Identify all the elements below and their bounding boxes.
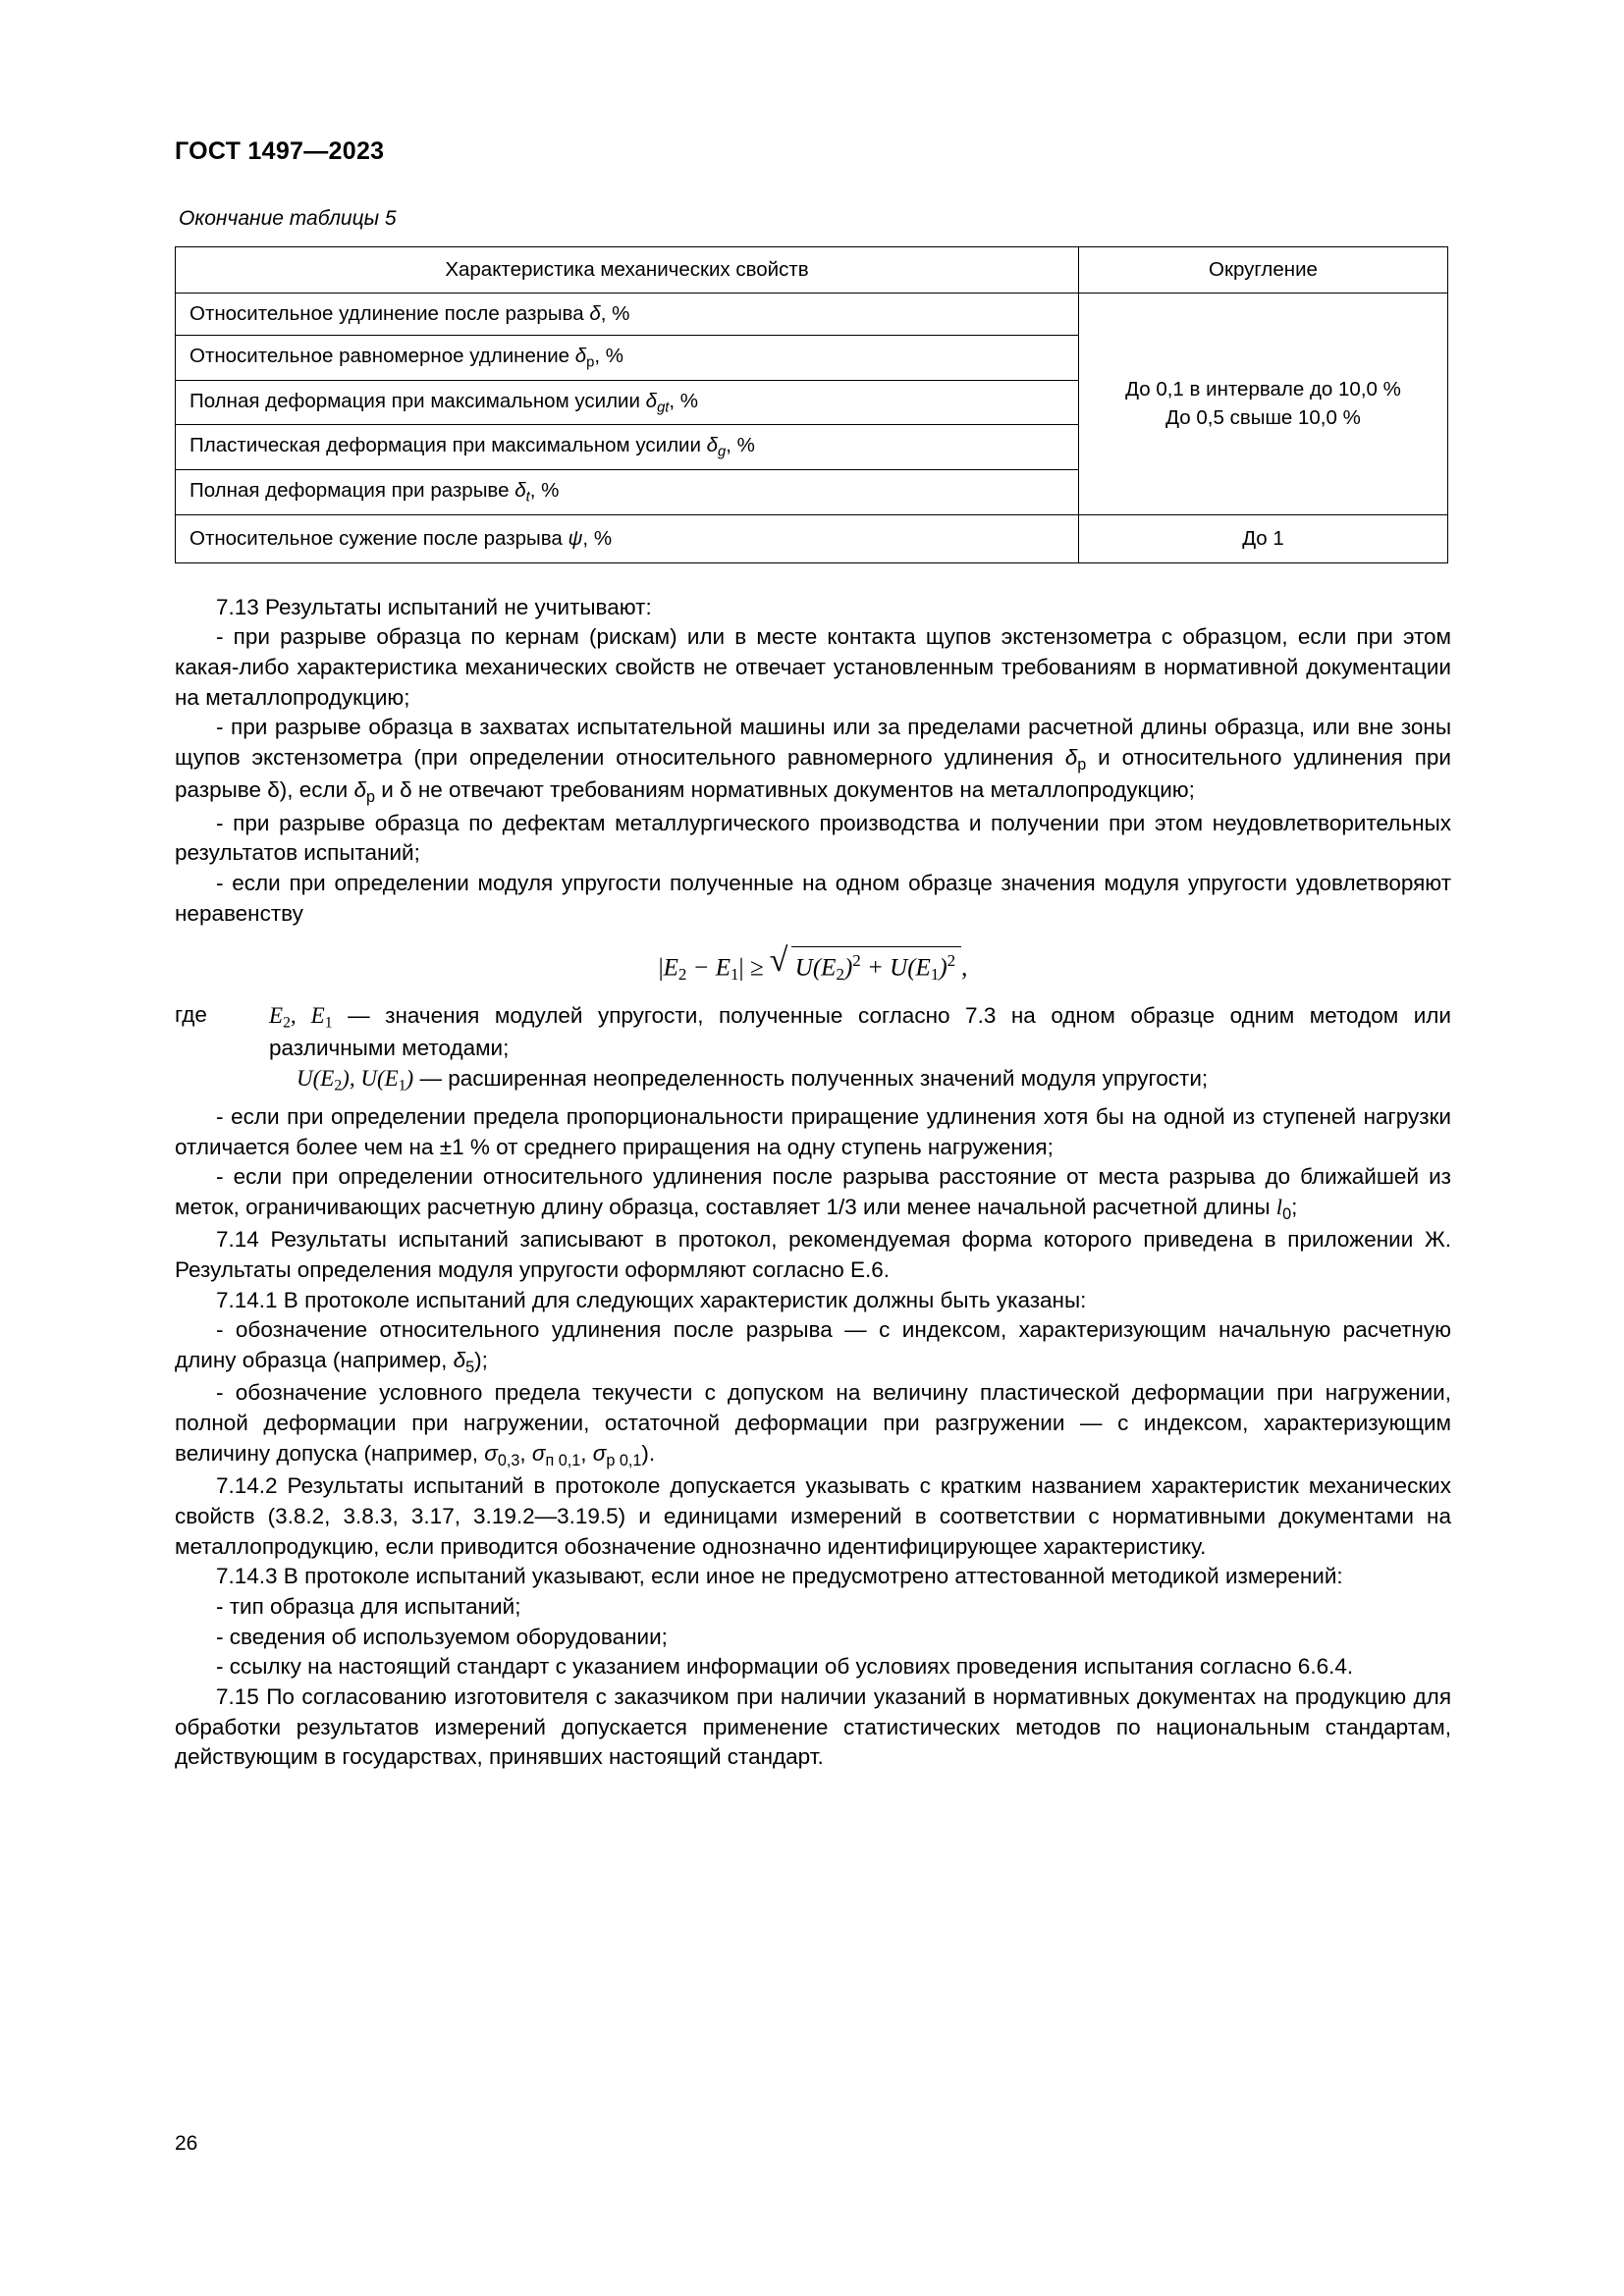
characteristic-text: Относительное удлинение после разрыва <box>189 302 590 325</box>
formula-elasticity-modulus <box>175 942 1451 986</box>
where-label: где <box>175 1001 207 1027</box>
text-fragment: ); <box>474 1348 488 1373</box>
characteristic-text: Относительное сужение после разрыва <box>189 526 568 550</box>
legend-definitions-2 <box>269 1063 1451 1096</box>
paragraph-7-14-1: 7.14.1 В протоколе испытаний для следующих характеристик должны быть указаны: <box>216 1287 1087 1312</box>
formula-expression: |E2 − E1| ≥ √ $U(E2)^2 + U(E1)^2$ , <box>659 946 968 986</box>
legend-item-1: E2, E1 — значения модулей упругости, полученные согласно 7.3 на одном образце одним методом или различными методами; <box>269 1002 1451 1060</box>
symbol-subscript: t <box>525 489 530 506</box>
rounding-line-1: До 0,1 в интервале до 10,0 % <box>1125 377 1401 400</box>
paragraph-7-14: 7.14 Результаты испытаний записывают в протокол, рекомендуемая форма которого приведена в приложении Ж. Результаты определения модуля упругости оформляют согласно Е.6. <box>175 1227 1451 1283</box>
cell-characteristic <box>176 425 1079 470</box>
symbol-psi: ψ <box>568 526 583 550</box>
legend-item-text: — расширенная неопределенность полученных значений модуля упругости; <box>419 1066 1209 1092</box>
legend-item-text: — значения модулей упругости, полученные согласно 7.3 на одном образце одним методом или различными методами; <box>269 1002 1451 1060</box>
characteristic-text: Полная деформация при максимальном усилии <box>189 389 646 412</box>
symbol-delta: δ <box>645 389 658 412</box>
characteristic-text: Полная деформация при разрыве <box>189 479 515 503</box>
legend-item-2: U(E2), U(E1) — расширенная неопределенность полученных значений модуля упругости; <box>297 1066 1209 1095</box>
text-fragment: - если при определении относительного удлинения после разрыва расстояние от места разрыва до ближайшей из меток, ограничивающих расчетную длину образца, составляет 1/3 или менее начальной расчетной длины <box>175 1164 1451 1220</box>
column-header-characteristic: Характеристика механических свойств <box>176 247 1079 294</box>
table-caption: Окончание таблицы 5 <box>179 207 397 230</box>
cell-characteristic <box>176 470 1079 515</box>
document-standard-header: ГОСТ 1497—2023 <box>175 137 385 165</box>
paragraph-bullet-1: - при разрыве образца по кернам (рискам) или в месте контакта щупов экстензометра с образцом, если при этом какая-либо характеристика механических свойств не отвечает установленным требованиям в нормативной документации на металлопродукцию; <box>175 624 1451 710</box>
table-row <box>176 294 1448 336</box>
formula-legend-2 <box>175 1063 1451 1096</box>
unit-text: , % <box>582 526 613 550</box>
paragraph-bullet-11: - ссылку на настоящий стандарт с указанием информации об условиях проведения испытания согласно 6.6.4. <box>216 1654 1354 1680</box>
symbol-delta: δ <box>574 345 587 367</box>
text-fragment: - обозначение относительного удлинения после разрыва — с индексом, характеризующим начальную расчетную длину образца (например, <box>175 1317 1451 1373</box>
legend-definitions <box>269 1000 1451 1063</box>
page-content <box>175 137 1451 1773</box>
cell-rounding-merged <box>1079 294 1448 515</box>
cell-characteristic <box>176 380 1079 425</box>
body-text <box>175 593 1451 1774</box>
unit-text: , % <box>600 302 630 325</box>
column-header-rounding: Округление <box>1079 247 1448 294</box>
paragraph-bullet-8: - обозначение условного предела текучести с допуском на величину пластической деформации при нагружении, полной деформации при нагружении, остаточной деформации при разгружении — с индексом, характеризующим величину допуска (например, $\sigma_{0,3}$, $\sigma_{п 0,1}$, $\sigma_{р 0,1}$). <box>175 1380 1451 1469</box>
text-fragment: и относительного удлинения при разрыве δ), если <box>175 745 1452 803</box>
text-fragment: ). <box>641 1440 656 1466</box>
formula-legend <box>175 1000 1451 1063</box>
table-row <box>176 514 1448 562</box>
unit-text: , % <box>669 389 698 412</box>
paragraph-bullet-3: - при разрыве образца по дефектам металлургического производства и получении при этом неудовлетворительных результатов испытаний; <box>175 810 1451 866</box>
cell-characteristic <box>176 514 1079 562</box>
rounding-line-2: До 0,5 свыше 10,0 % <box>1165 406 1361 430</box>
text-fragment: - при разрыве образца в захватах испытательной машины или за пределами расчетной длины образца, или вне зоны щупов экстензометра (при определении относительного равномерного удлинения <box>175 715 1451 771</box>
symbol-delta: δ <box>514 479 526 503</box>
table-header-row <box>176 247 1448 294</box>
cell-characteristic <box>176 336 1079 381</box>
paragraph-7-15: 7.15 По согласованию изготовителя с заказчиком при наличии указаний в нормативных документах на продукцию для обработки результатов измерений допускается применение статистических методов по национальным стандартам, действующим в государствах, принявших настоящий стандарт. <box>175 1684 1451 1770</box>
paragraph-bullet-7: - обозначение относительного удлинения после разрыва — с индексом, характеризующим начальную расчетную длину образца (например, $\delta_5$); <box>175 1317 1451 1377</box>
paragraph-7-14-2: 7.14.2 Результаты испытаний в протоколе допускается указывать с кратким названием характеристик механических свойств (3.8.2, 3.8.3, 3.17, 3.19.2—3.19.5) и единицами измерений в соответствии с нормативными документами на металлопродукцию, если приводится обозначение однозначно идентифицирующее характеристику. <box>175 1473 1451 1559</box>
paragraph-bullet-6: - если при определении относительного удлинения после разрыва расстояние от места разрыва до ближайшей из меток, ограничивающих расчетную длину образца, составляет 1/3 или менее начальной расчетной длины $l_0$; <box>175 1164 1451 1224</box>
symbol-subscript: gt <box>657 400 670 416</box>
paragraph-bullet-5: - если при определении предела пропорциональности приращение удлинения хотя бы на одной из ступеней нагрузки отличается более чем на ±1 % от среднего приращения на одну ступень нагружения; <box>175 1103 1451 1159</box>
text-fragment: и δ не отвечают требованиям нормативных документов на металлопродукцию; <box>375 777 1195 803</box>
characteristic-text: Пластическая деформация при максимальном усилии <box>189 434 707 457</box>
page-number: 26 <box>175 2132 198 2155</box>
paragraph-bullet-2: - при разрыве образца в захватах испытательной машины или за пределами расчетной длины образца, или вне зоны щупов экстензометра (при определении относительного равномерного удлинения $\delta_р$ и относительного удлинения при разрыве δ), если $\delta_р$ и δ не отвечают требованиям нормативных документов на металлопродукцию; <box>175 715 1452 807</box>
symbol-subscript: р <box>586 354 595 371</box>
paragraph-bullet-10: - сведения об используемом оборудовании; <box>216 1624 668 1649</box>
symbol-delta: δ <box>706 434 719 457</box>
paragraph-7-13: 7.13 Результаты испытаний не учитывают: <box>216 594 652 619</box>
paragraph-bullet-4: - если при определении модуля упругости полученные на одном образце значения модуля упругости удовлетворяют неравенству <box>175 871 1451 926</box>
unit-text: , % <box>529 479 560 503</box>
cell-rounding-last: До 1 <box>1079 514 1448 562</box>
mechanical-properties-table <box>175 246 1448 563</box>
symbol-subscript: g <box>718 445 727 461</box>
text-fragment: ; <box>1291 1195 1298 1220</box>
characteristic-text: Относительное равномерное удлинение <box>189 345 575 367</box>
text-fragment: - обозначение условного предела текучести с допуском на величину пластической деформации при нагружении, полной деформации при нагружении, остаточной деформации при разгружении — с индексом, характеризующим величину допуска (например, <box>175 1380 1451 1466</box>
unit-text: , % <box>594 345 624 367</box>
symbol-delta: δ <box>589 302 601 325</box>
cell-characteristic <box>176 294 1079 336</box>
paragraph-bullet-9: - тип образца для испытаний; <box>216 1593 521 1619</box>
unit-text: , % <box>726 434 755 457</box>
paragraph-7-14-3: 7.14.3 В протоколе испытаний указывают, если иное не предусмотрено аттестованной методикой измерений: <box>216 1564 1343 1589</box>
